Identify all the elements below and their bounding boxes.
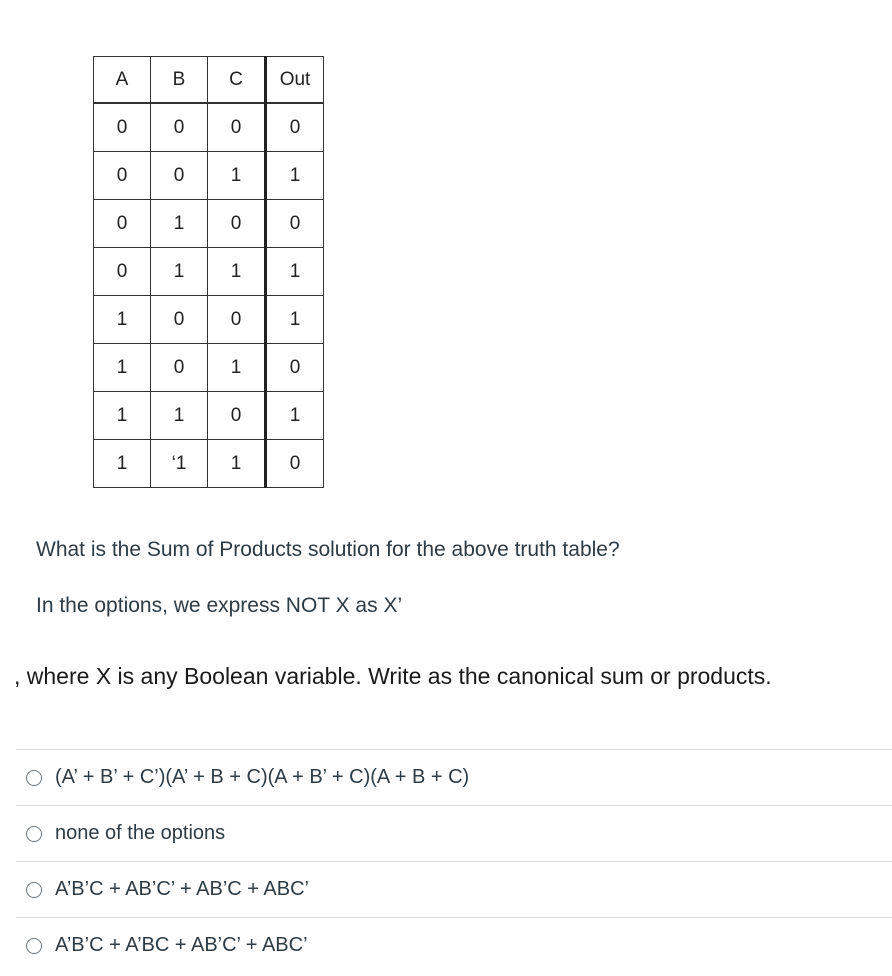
answer-options — [16, 749, 892, 973]
cell: 1 — [208, 152, 266, 200]
cell: 1 — [151, 200, 208, 248]
cell-out: 1 — [266, 296, 324, 344]
answer-option-label: A’B’C + A’BC + AB’C’ + ABC’ — [55, 934, 308, 956]
cell: 1 — [208, 248, 266, 296]
table-row — [94, 248, 324, 296]
cell: 0 — [94, 152, 151, 200]
answer-option[interactable] — [16, 805, 892, 861]
cell: ‘1 — [151, 440, 208, 488]
cell: 0 — [151, 152, 208, 200]
table-row — [94, 296, 324, 344]
question-text: What is the Sum of Products solution for the above truth table? — [36, 538, 620, 561]
cell: 1 — [151, 248, 208, 296]
cell: 0 — [94, 103, 151, 152]
truth-table — [93, 56, 324, 488]
header-a: A — [94, 57, 151, 104]
cell: 0 — [94, 200, 151, 248]
header-c: C — [208, 57, 266, 104]
answer-option[interactable] — [16, 917, 892, 973]
cell: 1 — [151, 392, 208, 440]
radio-button[interactable] — [26, 938, 42, 954]
cell-out: 0 — [266, 103, 324, 152]
cell: 0 — [208, 392, 266, 440]
table-row — [94, 152, 324, 200]
answer-option-label: (A’ + B’ + C’)(A’ + B + C)(A + B’ + C)(A + B + C) — [55, 766, 470, 788]
cell-out: 0 — [266, 344, 324, 392]
question-note: In the options, we express NOT X as X’ — [36, 594, 403, 617]
cell: 0 — [151, 344, 208, 392]
cell: 0 — [208, 200, 266, 248]
table-header-row — [94, 57, 324, 104]
cell: 0 — [151, 296, 208, 344]
radio-button[interactable] — [26, 770, 42, 786]
answer-option-label: A’B’C + AB’C’ + AB’C + ABC’ — [55, 878, 309, 900]
cell-out: 1 — [266, 248, 324, 296]
question-instruction: , where X is any Boolean variable. Write as the canonical sum or products. — [14, 663, 772, 689]
cell-out: 0 — [266, 200, 324, 248]
cell: 1 — [94, 344, 151, 392]
header-out: Out — [266, 57, 324, 104]
cell: 1 — [94, 296, 151, 344]
cell: 1 — [94, 392, 151, 440]
cell-out: 1 — [266, 392, 324, 440]
header-b: B — [151, 57, 208, 104]
table-row — [94, 344, 324, 392]
table-row — [94, 392, 324, 440]
answer-option-label: none of the options — [55, 822, 226, 844]
cell: 1 — [208, 344, 266, 392]
cell: 1 — [208, 440, 266, 488]
answer-option[interactable] — [16, 861, 892, 917]
table-row — [94, 200, 324, 248]
cell: 0 — [208, 296, 266, 344]
cell: 1 — [94, 440, 151, 488]
cell-out: 0 — [266, 440, 324, 488]
cell: 0 — [208, 103, 266, 152]
table-row — [94, 103, 324, 152]
answer-option[interactable] — [16, 749, 892, 805]
cell-out: 1 — [266, 152, 324, 200]
cell: 0 — [151, 103, 208, 152]
radio-button[interactable] — [26, 826, 42, 842]
cell: 0 — [94, 248, 151, 296]
radio-button[interactable] — [26, 882, 42, 898]
table-row — [94, 440, 324, 488]
